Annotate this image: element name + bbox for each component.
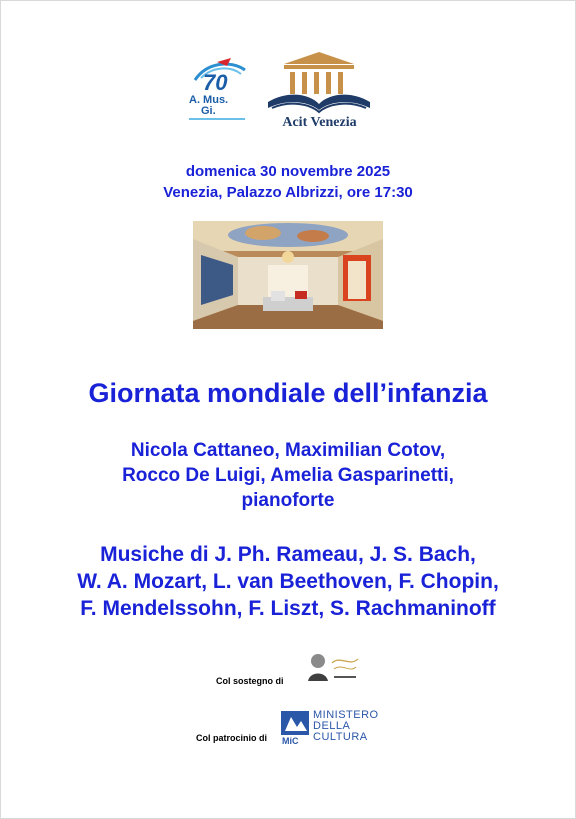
program-line-1: Musiche di J. Ph. Rameau, J. S. Bach, bbox=[100, 543, 476, 566]
ministry-line-3: CULTURA bbox=[313, 731, 368, 743]
performers-block bbox=[88, 438, 488, 513]
amus-70-logo bbox=[187, 56, 251, 122]
support-label: Col sostegno di bbox=[216, 676, 284, 686]
event-title: Giornata mondiale dell’infanzia bbox=[88, 378, 488, 408]
performers-line-2: Rocco De Luigi, Amelia Gasparinetti, bbox=[122, 465, 454, 486]
ministry-name bbox=[313, 710, 379, 743]
foundation-portrait-logo bbox=[306, 649, 362, 683]
acit-name: Acit Venezia bbox=[282, 115, 357, 130]
amus-line1: A. Mus. bbox=[189, 94, 229, 106]
palazzo-interior-photo bbox=[193, 221, 383, 329]
event-place-time: Venezia, Palazzo Albrizzi, ore 17:30 bbox=[163, 184, 413, 201]
program-line-3: F. Mendelssohn, F. Liszt, S. Rachmaninoff bbox=[80, 597, 496, 620]
performers-line-3: pianoforte bbox=[241, 490, 335, 511]
patronage-label: Col patrocinio di bbox=[196, 733, 267, 743]
ministry-line-1: MINISTERO bbox=[313, 709, 379, 721]
event-date: domenica 30 novembre 2025 bbox=[185, 163, 391, 180]
program-line-2: W. A. Mozart, L. van Beethoven, F. Chopin, bbox=[77, 570, 499, 593]
amus-number: 70 bbox=[203, 70, 228, 95]
program-block bbox=[28, 541, 548, 622]
amus-line2: Gi. bbox=[201, 105, 216, 117]
mic-short: MiC bbox=[282, 736, 299, 745]
performers-line-1: Nicola Cattaneo, Maximilian Cotov, bbox=[130, 440, 446, 461]
ministry-line-2: DELLA bbox=[313, 720, 351, 732]
